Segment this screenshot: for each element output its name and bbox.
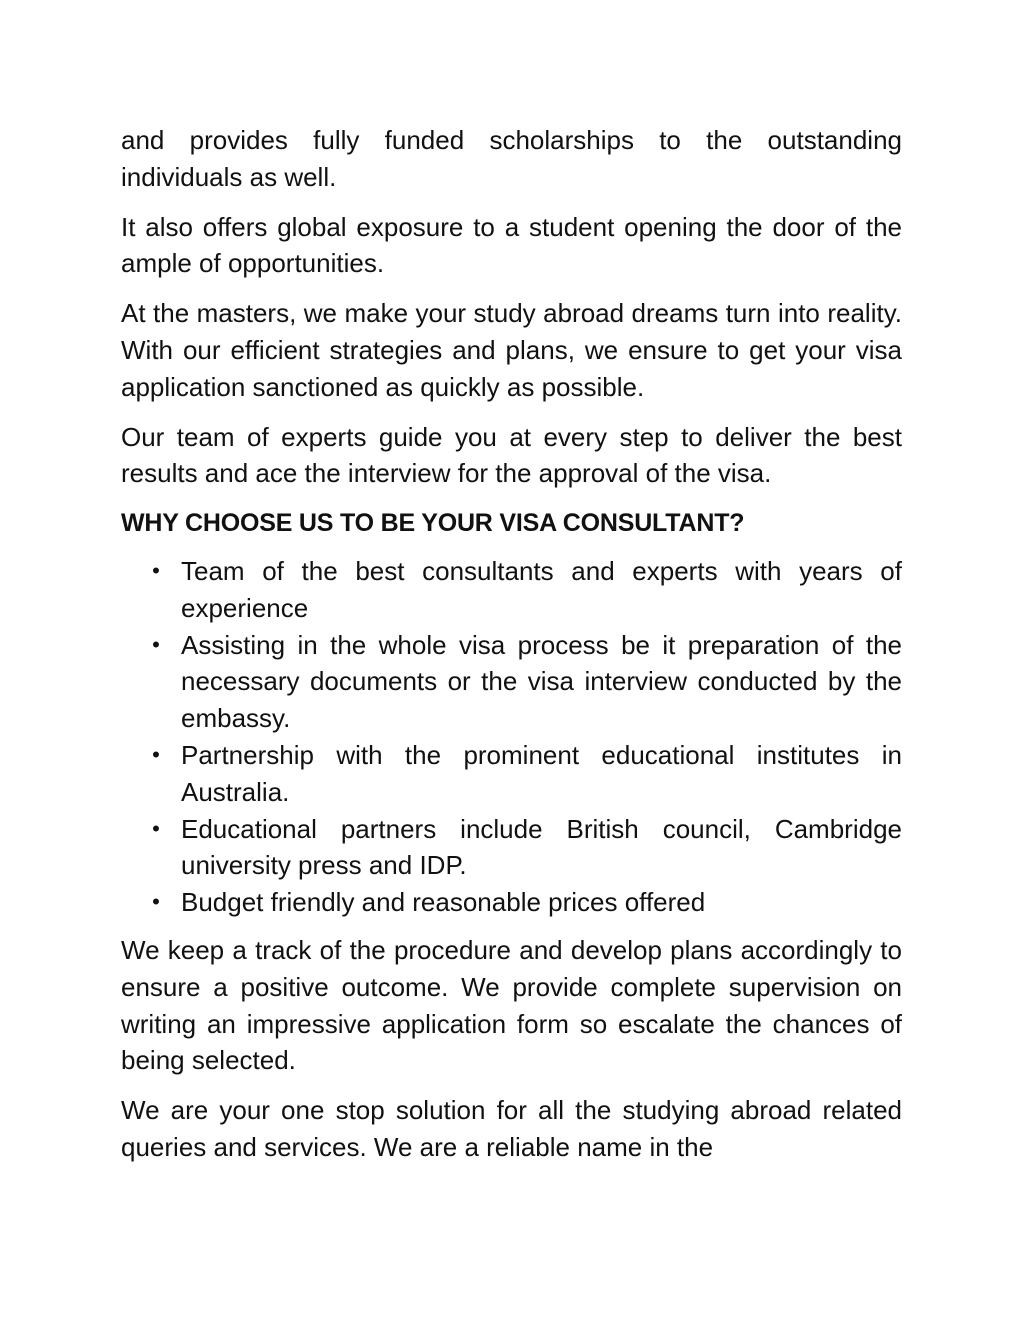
section-heading: WHY CHOOSE US TO BE YOUR VISA CONSULTANT? [121, 509, 745, 538]
list-item [121, 553, 902, 627]
bullet-icon: • [152, 889, 160, 915]
bullet-icon: • [152, 631, 160, 657]
bullet-icon: • [152, 815, 160, 841]
paragraph-team-of-experts: Our team of experts guide you at every step to deliver the best results and ace the interview for the approval of the visa. [121, 421, 902, 489]
list-item [121, 737, 902, 811]
list-item-text: Team of the best consultants and experts with years of experience [181, 555, 902, 623]
list-item-text: Partnership with the prominent educational institutes in Australia. [181, 739, 902, 807]
paragraph-scholarships: and provides fully funded scholarships to the outstanding individuals as well. [121, 125, 902, 192]
list-item-text: Budget friendly and reasonable prices offered [181, 887, 706, 918]
list-item [121, 811, 902, 885]
document-page [121, 122, 902, 1179]
bullet-icon: • [152, 557, 160, 583]
paragraph-one-stop-solution: We are your one stop solution for all the studying abroad related queries and services. We are a reliable name in the [121, 1095, 902, 1162]
reasons-list [121, 553, 902, 921]
list-item [121, 627, 902, 737]
paragraph-track-procedure: We keep a track of the procedure and develop plans accordingly to ensure a positive outcome. We provide complete supervision on writing an impressive application form so escalate the chances of being selected. [121, 934, 902, 1076]
bullet-icon: • [152, 741, 160, 767]
list-item-text: Educational partners include British council, Cambridge university press and IDP. [181, 813, 902, 881]
list-item-text: Assisting in the whole visa process be it preparation of the necessary documents or the visa interview conducted by the embassy. [181, 629, 902, 734]
list-item [121, 884, 902, 921]
paragraph-study-abroad-dreams: At the masters, we make your study abroad dreams turn into reality. With our efficient strategies and plans, we ensure to get your visa application sanctioned as quickly as possible. [121, 298, 902, 402]
paragraph-global-exposure: It also offers global exposure to a student opening the door of the ample of opportunities. [121, 211, 902, 279]
